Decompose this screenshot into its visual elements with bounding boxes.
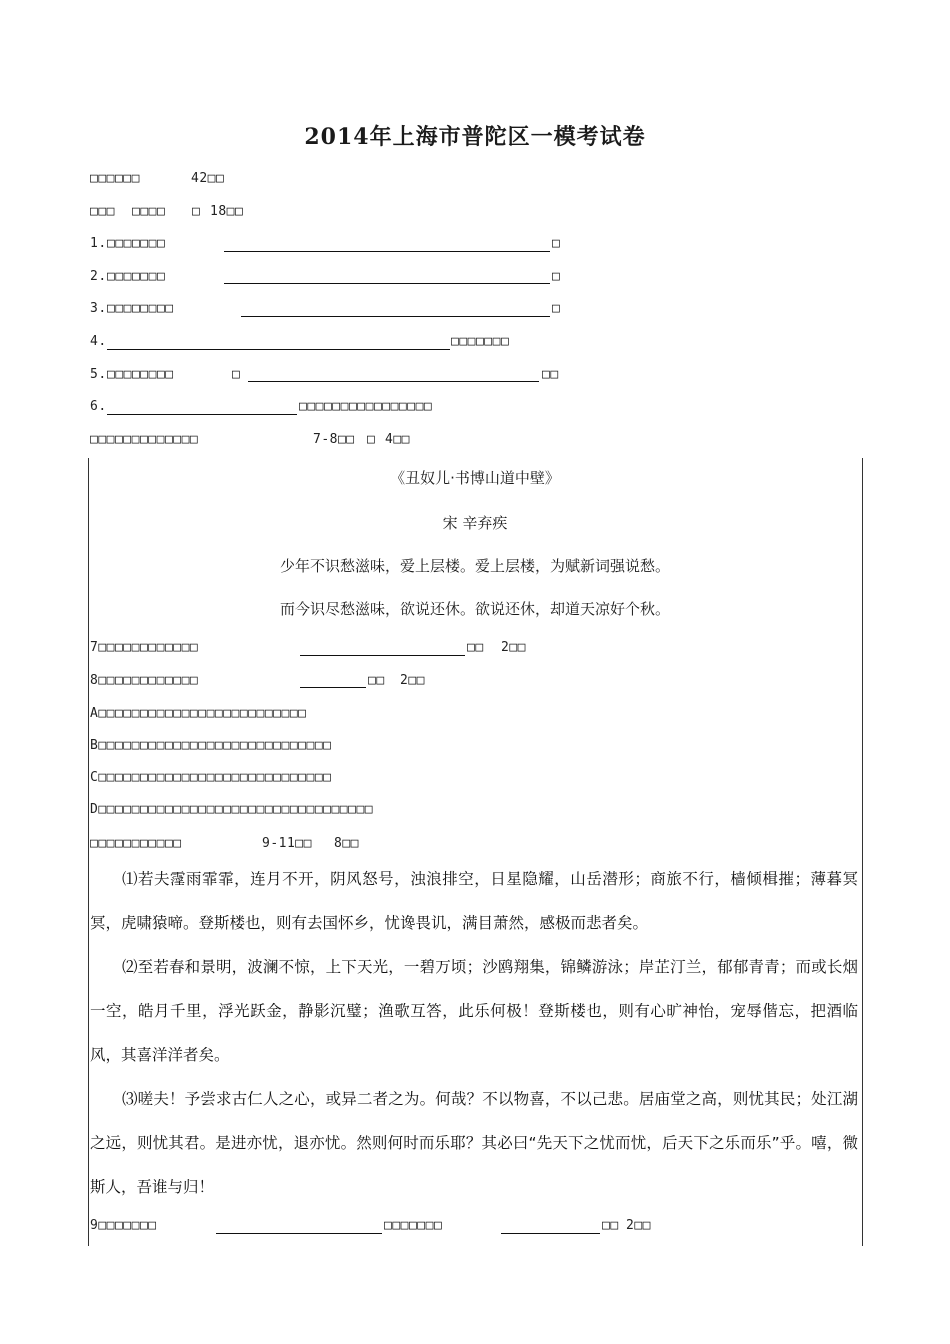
question-end: □□ <box>368 673 385 688</box>
item-number: 3. <box>90 301 107 316</box>
poem-line-1: 少年不识愁滋味，爱上层楼。爱上层楼，为赋新词强说愁。 <box>279 557 670 575</box>
item-end: □ <box>552 236 561 251</box>
answer-blank[interactable] <box>107 414 297 415</box>
question-points: 2□□ <box>626 1218 651 1233</box>
section1-points: 42□□ <box>191 171 225 186</box>
option-d: D□□□□□□□□□□□□□□□□□□□□□□□□□□□□□□□□□ <box>90 802 374 817</box>
item-number: 4. <box>90 334 107 349</box>
item-text: □□□□□□□ <box>107 236 166 251</box>
item-end: □□ <box>542 367 559 382</box>
item-text: □□□□□□□□ <box>107 367 174 382</box>
section3-label: □□□□□□□□□□□ <box>90 836 182 851</box>
section1-label: □□□□□□ <box>90 171 140 186</box>
section3-points: 8□□ <box>334 836 359 851</box>
section1-sub-label: □□□ <box>90 204 115 219</box>
answer-blank[interactable] <box>248 381 539 382</box>
item-number: 1. <box>90 236 107 251</box>
question-end: □□ <box>602 1218 619 1233</box>
item-number: 2. <box>90 269 107 284</box>
passage-paragraph-3: ⑶嗟夫！予尝求古仁人之心，或异二者之为。何哉？不以物喜，不以己悲。居庙堂之高，则忧其民；处江湖之远，则忧其君。是进亦忧，退亦忧。然则何时而乐耶？其必曰“先天下之忧而忧，后天下之乐而乐”乎。嘻，微斯人，吾谁与归！ <box>90 1090 858 1196</box>
section2-points: 4□□ <box>385 432 410 447</box>
passage-paragraph-1: ⑴若夫霪雨霏霏，连月不开，阴风怒号，浊浪排空，日星隐耀，山岳潜形；商旅不行，樯倾楫摧；薄暮冥冥，虎啸猿啼。登斯楼也，则有去国怀乡，忧谗畏讥，满目萧然，感极而悲者矣。 <box>90 870 858 932</box>
poem-line-2: 而今识尽愁滋味，欲说还休。欲说还休，却道天凉好个秋。 <box>279 600 670 618</box>
answer-blank[interactable] <box>300 687 366 688</box>
section1-sub-prefix: □ <box>192 204 201 219</box>
answer-blank[interactable] <box>241 316 550 317</box>
poem-title: 《丑奴儿·书博山道中壁》 <box>390 469 560 487</box>
answer-blank[interactable] <box>224 283 550 284</box>
section2-mid: □ <box>367 432 376 447</box>
question-mid: □□□□□□□ <box>384 1218 443 1233</box>
option-a: A□□□□□□□□□□□□□□□□□□□□□□□□□ <box>90 706 307 721</box>
frame-right-line <box>862 458 863 1246</box>
item-end: □ <box>552 269 561 284</box>
page-title: 2014年上海市普陀区一模考试卷 <box>304 124 646 150</box>
question-points: 2□□ <box>400 673 425 688</box>
question-label: 7□□□□□□□□□□□□ <box>90 640 199 655</box>
question-end: □□ <box>467 640 484 655</box>
section3-range: 9-11□□ <box>262 836 312 851</box>
frame-left-line <box>88 458 89 1246</box>
item-number: 5. <box>90 367 107 382</box>
item-text: □□□□□□□□ <box>107 301 174 316</box>
section2-range: 7-8□□ <box>313 432 355 447</box>
section1-sub-points: 18□□ <box>210 204 244 219</box>
item-end: □ <box>552 301 561 316</box>
passage <box>90 857 858 1209</box>
answer-blank-2[interactable] <box>501 1233 600 1234</box>
poem-author: 宋 辛弃疾 <box>442 514 508 532</box>
answer-blank[interactable] <box>224 251 550 252</box>
option-c: C□□□□□□□□□□□□□□□□□□□□□□□□□□□□ <box>90 770 332 785</box>
answer-blank[interactable] <box>300 655 465 656</box>
question-points: 2□□ <box>501 640 526 655</box>
item-number: 6. <box>90 399 107 414</box>
item-end: □□□□□□□□□□□□□□□□ <box>299 399 433 414</box>
item-end: □□□□□□□ <box>451 334 510 349</box>
section1-sub-label2: □□□□ <box>132 204 166 219</box>
answer-blank-1[interactable] <box>216 1233 382 1234</box>
section2-label: □□□□□□□□□□□□□ <box>90 432 199 447</box>
item-text: □□□□□□□ <box>107 269 166 284</box>
question-label: 8□□□□□□□□□□□□ <box>90 673 199 688</box>
question-label: 9□□□□□□□ <box>90 1218 157 1233</box>
item-mid: □ <box>232 367 241 382</box>
passage-paragraph-2: ⑵至若春和景明，波澜不惊，上下天光，一碧万顷；沙鸥翔集，锦鳞游泳；岸芷汀兰，郁郁青青；而或长烟一空，皓月千里，浮光跃金，静影沉璧；渔歌互答，此乐何极！登斯楼也，则有心旷神怡，宠辱偕忘，把酒临风，其喜洋洋者矣。 <box>90 958 858 1064</box>
option-b: B□□□□□□□□□□□□□□□□□□□□□□□□□□□□ <box>90 738 332 753</box>
answer-blank[interactable] <box>107 349 450 350</box>
